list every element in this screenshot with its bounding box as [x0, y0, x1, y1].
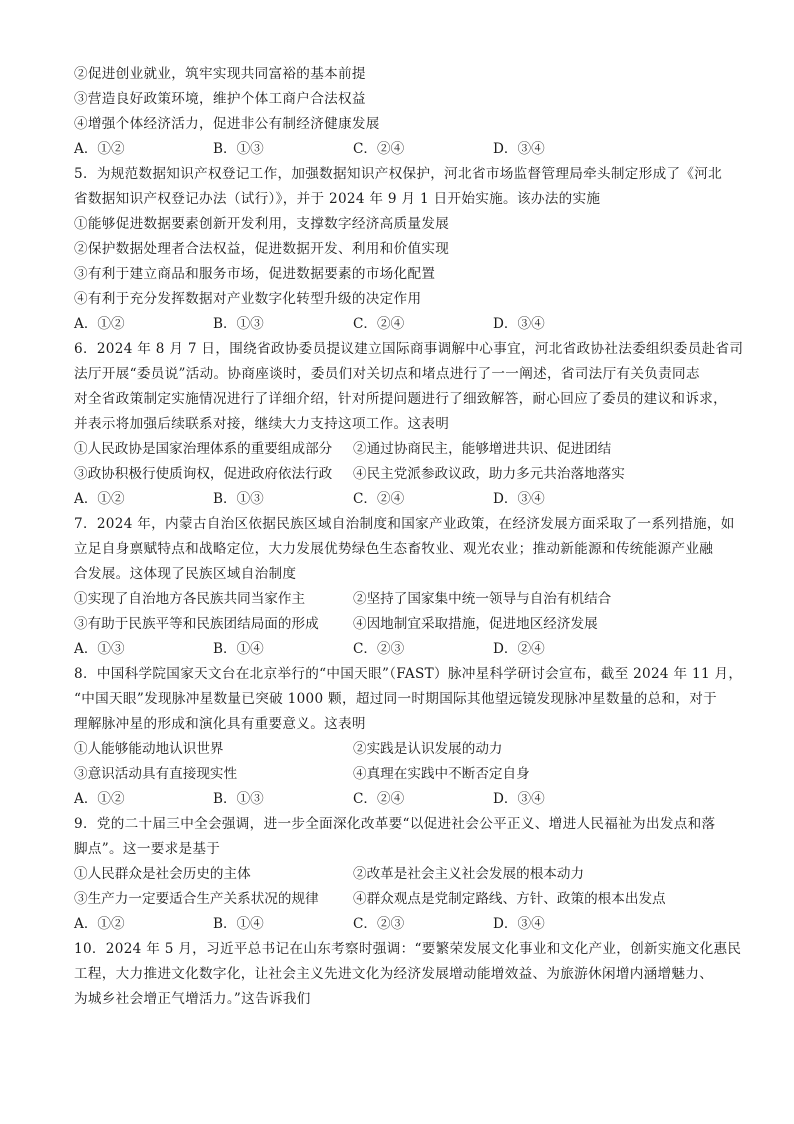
q7-option-1: ①实现了自治地方各民族共同当家作主 [74, 591, 306, 607]
q4-option-4: ④增强个体经济活力，促进非公有制经济健康发展 [74, 116, 380, 132]
q7-options-row-1 [74, 590, 724, 608]
q9-options-row-2 [74, 890, 724, 908]
q8-options-row-2 [74, 765, 724, 783]
choice-b: B．①④ [213, 641, 264, 657]
q5-option-4: ④有利于充分发挥数据对产业数字化转型升级的决定作用 [74, 291, 422, 307]
q10-stem-line-1: 10．2024 年 5 月，习近平总书记在山东考察时强调：“要繁荣发展文化事业和文化产业，创新实施文化惠民 [74, 941, 742, 957]
q9-option-3: ③生产力一定要适合生产关系状况的规律 [74, 891, 319, 907]
q6-stem-line-1: 6．2024 年 8 月 7 日，围绕省政协委员提议建立国际商事调解中心事宜，河北省政协社法委组织委员赴省司 [74, 341, 744, 357]
q9-choices [74, 915, 724, 933]
q5-stem-line-2: 省数据知识产权登记办法（试行）》，并于 2024 年 9 月 1 日开始实施。该办法的实施 [74, 191, 601, 207]
choice-a: A．①② [74, 316, 125, 332]
choice-a: A．①② [74, 141, 125, 157]
q8-stem-line-3: 理解脉冲星的形成和演化具有重要意义。这表明 [74, 716, 366, 732]
q8-option-3: ③意识活动具有直接现实性 [74, 766, 238, 782]
choice-a: A．①② [74, 491, 125, 507]
q6-option-3: ③政协积极行使质询权，促进政府依法行政 [74, 466, 333, 482]
q6-options-row-2 [74, 465, 724, 483]
q8-stem-line-1: 8．中国科学院国家天文台在北京举行的“中国天眼”（FAST）脉冲星科学研讨会宣布，截至 2024 年 11 月， [74, 666, 743, 682]
q6-stem-line-4: 并表示将加强后续联系对接，继续大力支持这项工作。这表明 [74, 416, 450, 432]
q6-options-row-1 [74, 440, 724, 458]
q8-choices [74, 790, 724, 808]
choice-c: C．②④ [353, 491, 405, 507]
q6-stem-line-3: 对全省政策制定实施情况进行了详细介绍，针对所提问题进行了细致解答，耐心回应了委员的建议和诉求， [74, 391, 728, 407]
q5-choices [74, 315, 724, 333]
choice-c: C．②③ [353, 916, 405, 932]
q4-option-3: ③营造良好政策环境，维护个体工商户合法权益 [74, 91, 366, 107]
q7-stem-line-2: 立足自身禀赋特点和战略定位，大力发展优势绿色生态畜牧业、观光农业；推动新能源和传统能源产业融 [74, 541, 714, 557]
choice-b: B．①③ [213, 141, 264, 157]
choice-a: A．①② [74, 791, 125, 807]
q7-option-4: ④因地制宜采取措施，促进地区经济发展 [353, 616, 598, 632]
q8-option-4: ④真理在实践中不断否定自身 [353, 766, 530, 782]
q9-option-4: ④群众观点是党制定路线、方针、政策的根本出发点 [353, 891, 666, 907]
q9-stem-line-1: 9．党的二十届三中全会强调，进一步全面深化改革要“以促进社会公平正义、增进人民福祉为出发点和落 [74, 816, 716, 832]
q6-choices [74, 490, 724, 508]
q6-option-4: ④民主党派参政议政，助力多元共治落地落实 [353, 466, 625, 482]
q8-option-1: ①人能够能动地认识世界 [74, 741, 224, 757]
choice-b: B．①④ [213, 916, 264, 932]
choice-c: C．②④ [353, 316, 405, 332]
q7-stem-line-3: 合发展。这体现了民族区域自治制度 [74, 566, 297, 582]
q8-options-row-1 [74, 740, 724, 758]
choice-d: D．③④ [493, 141, 545, 157]
q9-option-2: ②改革是社会主义社会发展的根本动力 [353, 866, 585, 882]
q8-stem-line-2: “中国天眼”发现脉冲星数量已突破 1000 颗，超过同一时期国际其他望远镜发现脉冲星数量的总和，对于 [74, 691, 718, 707]
choice-a: A．①② [74, 916, 125, 932]
q4-option-2: ②促进创业就业，筑牢实现共同富裕的基本前提 [74, 66, 366, 82]
q9-option-1: ①人民群众是社会历史的主体 [74, 866, 251, 882]
q5-option-3: ③有利于建立商品和服务市场，促进数据要素的市场化配置 [74, 266, 436, 282]
choice-d: D．③④ [493, 791, 545, 807]
choice-b: B．①③ [213, 316, 264, 332]
q7-options-row-2 [74, 615, 724, 633]
choice-a: A．①③ [74, 641, 125, 657]
q5-option-1: ①能够促进数据要素创新开发利用，支撑数字经济高质量发展 [74, 216, 450, 232]
q6-stem-line-2: 法厅开展“委员说”活动。协商座谈时，委员们对关切点和堵点进行了一一阐述，省司法厅有关负责同志 [74, 366, 700, 382]
q6-option-1: ①人民政协是国家治理体系的重要组成部分 [74, 441, 333, 457]
q7-option-3: ③有助于民族平等和民族团结局面的形成 [74, 616, 319, 632]
choice-c: C．②④ [353, 141, 405, 157]
choice-d: D．③④ [493, 316, 545, 332]
q10-stem-line-2: 工程，大力推进文化数字化，让社会主义先进文化为经济发展增动能增效益、为旅游休闲增内涵增魅力、 [74, 966, 714, 982]
choice-d: D．③④ [493, 916, 545, 932]
choice-b: B．①③ [213, 791, 264, 807]
q7-option-2: ②坚持了国家集中统一领导与自治有机结合 [353, 591, 612, 607]
choice-d: D．③④ [493, 491, 545, 507]
q8-option-2: ②实践是认识发展的动力 [353, 741, 503, 757]
q5-stem-line-1: 5．为规范数据知识产权登记工作，加强数据知识产权保护，河北省市场监督管理局牵头制定形成了《河北 [74, 166, 723, 182]
choice-d: D．②④ [493, 641, 545, 657]
q5-option-2: ②保护数据处理者合法权益，促进数据开发、利用和价值实现 [74, 241, 450, 257]
q6-option-2: ②通过协商民主，能够增进共识、促进团结 [353, 441, 612, 457]
q7-stem-line-1: 7．2024 年，内蒙古自治区依据民族区域自治制度和国家产业政策，在经济发展方面采取了一系列措施，如 [74, 516, 735, 532]
q9-stem-line-2: 脚点”。这一要求是基于 [74, 841, 221, 857]
choice-c: C．②④ [353, 791, 405, 807]
q10-stem-line-3: 为城乡社会增正气增活力。”这告诉我们 [74, 991, 311, 1007]
q4-choices [74, 140, 724, 158]
q9-options-row-1 [74, 865, 724, 883]
q7-choices [74, 640, 724, 658]
choice-b: B．①③ [213, 491, 264, 507]
choice-c: C．②③ [353, 641, 405, 657]
